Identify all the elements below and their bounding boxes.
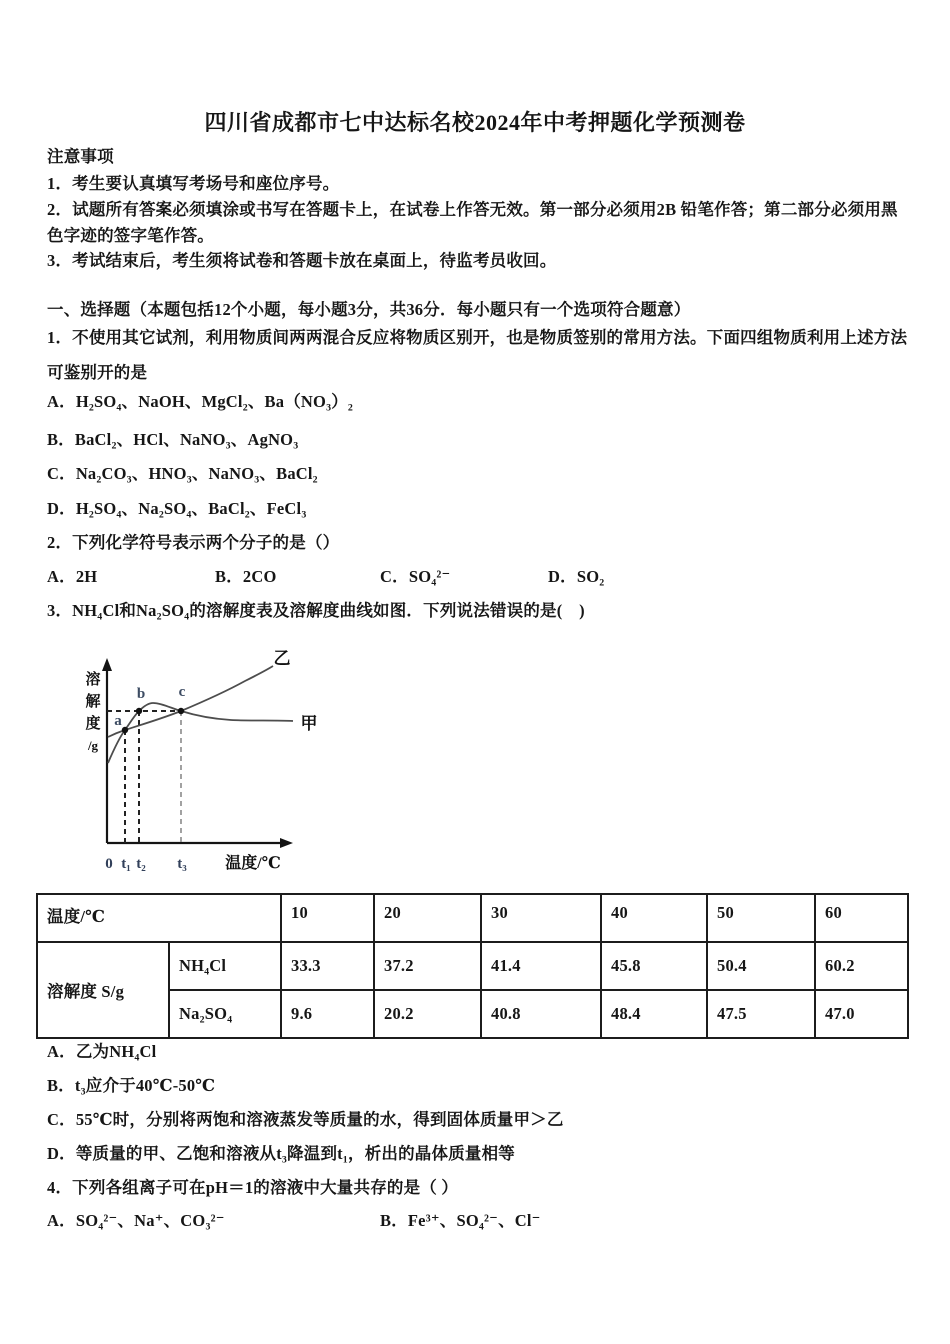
q1-stem-line-1: 1．不使用其它试剂，利用物质间两两混合反应将物质区别开，也是物质签别的常用方法。下面四组物质利用上述方法	[47, 328, 908, 347]
q1-option-d: D．H₂SO₄、Na₂SO₄、BaCl₂、FeCl₃	[47, 499, 307, 518]
solubility-curve-graph	[85, 648, 330, 883]
notice-header: 注意事项	[47, 147, 114, 166]
table-corner-label: 温度/℃	[37, 894, 281, 942]
q3-option-b: B．t₃应介于40℃‐50℃	[47, 1076, 216, 1095]
y-axis-label-char-3: 度	[85, 716, 101, 732]
nh4cl-10: 33.3	[281, 942, 374, 990]
q1-option-b: B．BaCl₂、HCl、NaNO₃、AgNO₃	[47, 430, 299, 449]
q3-option-a: A．乙为NH₄Cl	[47, 1042, 157, 1061]
x-axis-label: 温度/℃	[225, 855, 281, 872]
point-c	[178, 708, 184, 714]
temp-50: 50	[707, 894, 815, 942]
notice-line-3: 3．考试结束后，考生须将试卷和答题卡放在桌面上，待监考员收回。	[47, 251, 557, 270]
q2-option-a: A．2H	[47, 567, 98, 586]
na2so4-30: 40.8	[481, 990, 601, 1038]
nh4cl-50: 50.4	[707, 942, 815, 990]
origin-label: 0	[105, 856, 113, 872]
solubility-table	[36, 893, 909, 1039]
y-axis-label-unit: /g	[87, 738, 99, 753]
na2so4-50: 47.5	[707, 990, 815, 1038]
nh4cl-40: 45.8	[601, 942, 707, 990]
t2-tick-label: t₂	[136, 856, 146, 872]
t1-tick-label: t₁	[121, 856, 131, 872]
q2-stem: 2．下列化学符号表示两个分子的是（）	[47, 533, 340, 552]
notice-line-1: 1．考生要认真填写考场号和座位序号。	[47, 174, 340, 193]
temp-60: 60	[815, 894, 908, 942]
q3-option-c: C．55℃时，分别将两饱和溶液蒸发等质量的水，得到固体质量甲＞乙	[47, 1110, 564, 1129]
temp-10: 10	[281, 894, 374, 942]
notice-line-2-wrap: 色字迹的签字笔作答。	[47, 226, 214, 245]
point-c-label: c	[178, 684, 186, 700]
q1-option-c: C．Na₂CO₃、HNO₃、NaNO₃、BaCl₂	[47, 464, 318, 483]
curve-jia-label: 甲	[300, 714, 318, 733]
na2so4-20: 20.2	[374, 990, 481, 1038]
q2-option-c: C．SO₄²⁻	[380, 567, 451, 586]
q4-stem: 4．下列各组离子可在pH＝1的溶液中大量共存的是（ ）	[47, 1178, 459, 1197]
q4-option-b: B．Fe³⁺、SO₄²⁻、Cl⁻	[380, 1211, 541, 1230]
temp-40: 40	[601, 894, 707, 942]
q1-stem-line-2: 可鉴别开的是	[47, 363, 148, 382]
q3-stem: 3．NH₄Cl和Na₂SO₄的溶解度表及溶解度曲线如图．下列说法错误的是( )	[47, 601, 585, 620]
y-axis-arrow-icon	[102, 658, 112, 671]
substance-nh4cl: NH₄Cl	[169, 942, 281, 990]
temp-20: 20	[374, 894, 481, 942]
notice-line-2: 2．试题所有答案必须填涂或书写在答题卡上，在试卷上作答无效。第一部分必须用2B 铅笔作答；第二部分必须用黑	[47, 200, 898, 219]
q2-option-d: D．SO₂	[548, 567, 605, 586]
point-a	[122, 727, 128, 733]
na2so4-40: 48.4	[601, 990, 707, 1038]
point-a-label: a	[114, 713, 122, 729]
substance-na2so4: Na₂SO₄	[169, 990, 281, 1038]
q2-option-b: B．2CO	[215, 567, 277, 586]
temp-30: 30	[481, 894, 601, 942]
page-title: 四川省成都市七中达标名校2024年中考押题化学预测卷	[204, 110, 746, 135]
table-row-nh4cl	[37, 942, 908, 990]
y-axis-label-char-2: 解	[85, 694, 101, 710]
nh4cl-20: 37.2	[374, 942, 481, 990]
q4-option-a: A．SO₄²⁻、Na⁺、CO₃²⁻	[47, 1211, 225, 1230]
point-b	[136, 708, 142, 714]
point-b-label: b	[136, 686, 146, 702]
q1-option-a: A．H₂SO₄、NaOH、MgCl₂、Ba（NO₃）₂	[47, 392, 354, 411]
nh4cl-30: 41.4	[481, 942, 601, 990]
t3-tick-label: t₃	[177, 856, 187, 872]
row-group-label: 溶解度 S/g	[37, 942, 169, 1038]
nh4cl-60: 60.2	[815, 942, 908, 990]
q3-option-d: D．等质量的甲、乙饱和溶液从t₃降温到t₁，析出的晶体质量相等	[47, 1144, 515, 1163]
curve-yi	[108, 666, 273, 737]
y-axis-label-char-1: 溶	[85, 672, 101, 688]
curve-yi-label: 乙	[273, 649, 291, 668]
x-axis-arrow-icon	[280, 838, 293, 848]
na2so4-10: 9.6	[281, 990, 374, 1038]
table-header-row	[37, 894, 908, 942]
na2so4-60: 47.0	[815, 990, 908, 1038]
section-heading: 一、选择题（本题包括12个小题，每小题3分，共36分．每小题只有一个选项符合题意）	[47, 300, 691, 319]
